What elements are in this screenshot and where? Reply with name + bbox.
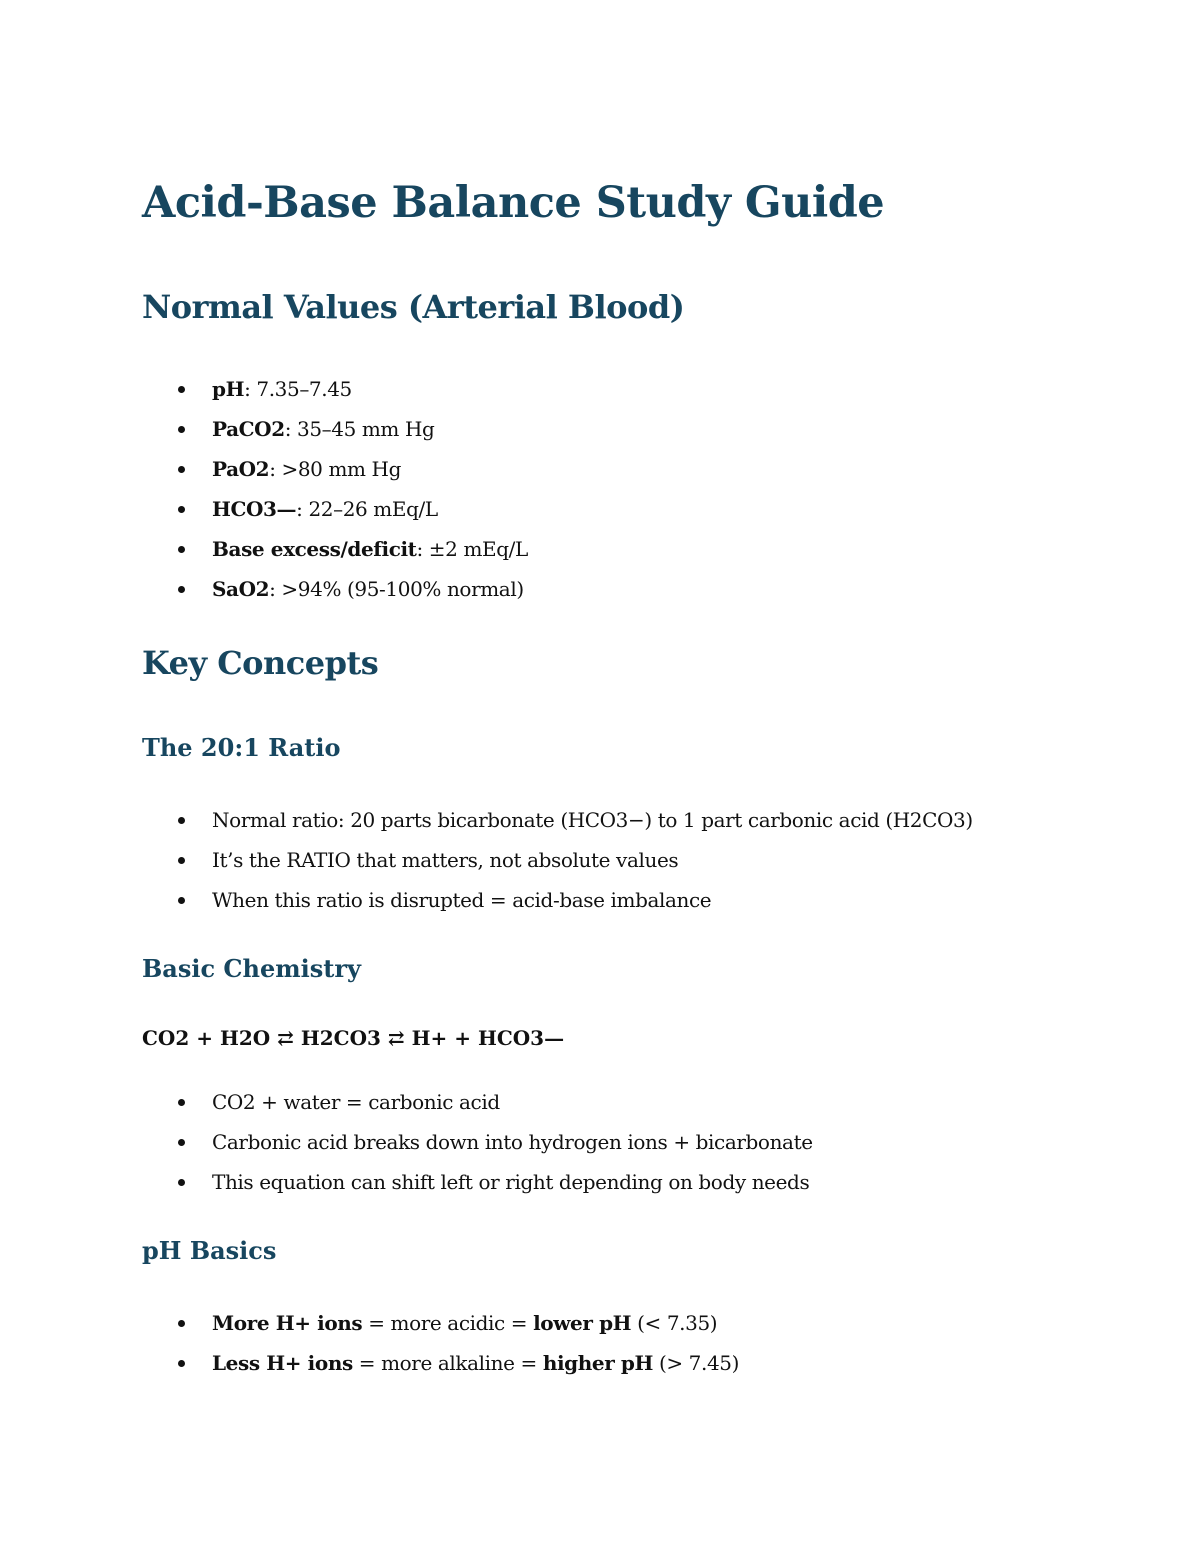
list-item-text: This equation can shift left or right depending on body needs <box>212 1170 810 1194</box>
bullet-icon <box>178 506 185 513</box>
bullet-icon <box>178 386 185 393</box>
value-text: : 22–26 mEq/L <box>296 497 438 521</box>
bullet-icon <box>178 1099 185 1106</box>
list-item <box>142 375 528 415</box>
list-item <box>142 575 528 615</box>
list-item <box>142 1168 813 1208</box>
value-label: SaO2 <box>212 577 270 601</box>
value-text: : 7.35–7.45 <box>244 377 352 401</box>
chemistry-equation: CO2 + H2O ⇄ H2CO3 ⇄ H+ + HCO3— <box>142 1026 565 1050</box>
list-item <box>142 806 973 846</box>
bullet-icon <box>178 546 185 553</box>
list-item-text: (> 7.45) <box>652 1351 739 1375</box>
value-text: : ±2 mEq/L <box>416 537 528 561</box>
bullet-icon <box>178 1139 185 1146</box>
list-item-text: When this ratio is disrupted = acid-base imbalance <box>212 888 712 912</box>
subheading-ph-basics: pH Basics <box>142 1236 277 1265</box>
normal-values-list <box>142 375 528 615</box>
list-item-text: (< 7.35) <box>631 1311 718 1335</box>
list-item <box>142 1309 739 1349</box>
list-item <box>142 495 528 535</box>
list-item-text: Carbonic acid breaks down into hydrogen ions + bicarbonate <box>212 1130 813 1154</box>
section-heading-key-concepts: Key Concepts <box>142 644 379 682</box>
value-label: PaO2 <box>212 457 270 481</box>
list-item-text: CO2 + water = carbonic acid <box>212 1090 500 1114</box>
ratio-list <box>142 806 973 926</box>
bullet-icon <box>178 857 185 864</box>
bullet-icon <box>178 1179 185 1186</box>
list-item <box>142 1128 813 1168</box>
bullet-icon <box>178 897 185 904</box>
list-item-text: = more acidic = <box>362 1311 534 1335</box>
list-item <box>142 1349 739 1389</box>
bullet-icon <box>178 1360 185 1367</box>
bold-term: lower pH <box>533 1311 632 1335</box>
list-item <box>142 455 528 495</box>
list-item <box>142 846 973 886</box>
bullet-icon <box>178 586 185 593</box>
section-heading-normal-values: Normal Values (Arterial Blood) <box>142 288 685 326</box>
list-item-text: It’s the RATIO that matters, not absolute values <box>212 848 679 872</box>
list-item <box>142 415 528 455</box>
list-item <box>142 886 973 926</box>
bold-term: Less H+ ions <box>212 1351 353 1375</box>
bullet-icon <box>178 817 185 824</box>
bullet-icon <box>178 1320 185 1327</box>
bold-term: higher pH <box>542 1351 653 1375</box>
list-item <box>142 535 528 575</box>
bullet-icon <box>178 426 185 433</box>
value-text: : 35–45 mm Hg <box>284 417 435 441</box>
value-label: Base excess/deficit <box>212 537 417 561</box>
bold-term: More H+ ions <box>212 1311 363 1335</box>
value-label: pH <box>212 377 245 401</box>
list-item-text: Normal ratio: 20 parts bicarbonate (HCO3−) to 1 part carbonic acid (H2CO3) <box>212 808 973 832</box>
bullet-icon <box>178 466 185 473</box>
subheading-ratio: The 20:1 Ratio <box>142 733 341 762</box>
list-item-text: = more alkaline = <box>352 1351 543 1375</box>
value-text: : >80 mm Hg <box>269 457 401 481</box>
value-label: PaCO2 <box>212 417 285 441</box>
subheading-chemistry: Basic Chemistry <box>142 954 361 983</box>
chemistry-list <box>142 1088 813 1208</box>
ph-basics-list <box>142 1309 739 1389</box>
value-label: HCO3— <box>212 497 297 521</box>
list-item <box>142 1088 813 1128</box>
document-title: Acid-Base Balance Study Guide <box>142 178 885 228</box>
value-text: : >94% (95-100% normal) <box>269 577 524 601</box>
